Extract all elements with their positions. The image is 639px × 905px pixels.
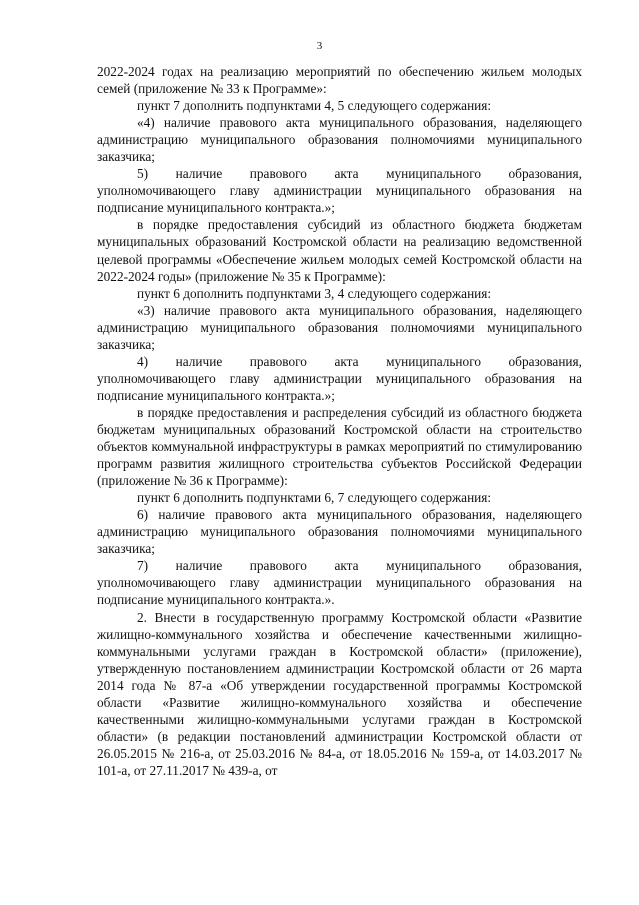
document-body [97,63,582,779]
paragraph-7: «3) наличие правового акта муниципального образования, наделяющего администрацию муниципального образования полномочиями муниципального заказчика; [97,302,582,352]
paragraph-11: 6) наличие правового акта муниципального образования, наделяющего администрацию муниципального образования полномочиями муниципального заказчика; [97,507,582,557]
paragraph-2: пункт 7 дополнить подпунктами 4, 5 следующего содержания: [137,98,492,114]
paragraph-6: пункт 6 дополнить подпунктами 3, 4 следующего содержания: [137,285,492,301]
paragraph-8: 4) наличие правового акта муниципального образования, уполномочивающего главу администрации муниципального образования на подписание муниципального контракта.»; [97,353,582,403]
paragraph-10: пункт 6 дополнить подпунктами 6, 7 следующего содержания: [137,490,492,506]
paragraph-3: «4) наличие правового акта муниципального образования, наделяющего администрацию муниципального образования полномочиями муниципального заказчика; [97,115,582,165]
paragraph-12: 7) наличие правового акта муниципального образования, уполномочивающего главу администрации муниципального образования на подписание муниципального контракта.». [97,558,582,608]
paragraph-4: 5) наличие правового акта муниципального образования, уполномочивающего главу администрации муниципального образования на подписание муниципального контракта.»; [97,166,582,216]
paragraph-9: в порядке предоставления и распределения субсидий из областного бюджета бюджетам муниципальных образований Костромской области на строительство объектов коммунальной инфраструктуры в рамках мероприятий по стимулированию программ развития жилищного строительства субъектов Российской Федерации (приложение № 36 к Программе): [97,404,582,489]
paragraph-1: 2022-2024 годах на реализацию мероприятий по обеспечению жильем молодых семей (приложение № 33 к Программе»: [97,64,582,97]
paragraph-5: в порядке предоставления субсидий из областного бюджета бюджетам муниципальных образований Костромской области на реализацию ведомственной целевой программы «Обеспечение жильем молодых семей Костромской области на 2022-2024 годы» (приложение № 35 к Программе): [97,217,582,284]
paragraph-13: 2. Внести в государственную программу Костромской области «Развитие жилищно-коммунального хозяйства и обеспечение качественными жилищно-коммунальными услугами граждан в Костромской области» (приложение), утвержденную постановлением администрации Костромской области от 26 марта 2014 года № 87-а «Об утверждении государственной программы Костромской области «Развитие жилищно-коммунального хозяйства и обеспечение качественными жилищно-коммунальными услугами граждан в Костромской области» (в редакции постановлений администрации Костромской области от 26.05.2015 № 216-а, от 25.03.2016 № 84-а, от 18.05.2016 № 159-а, от 14.03.2017 № 101-а, от 27.11.2017 № 439-а, от [97,609,582,778]
page-number: 3 [316,40,323,52]
